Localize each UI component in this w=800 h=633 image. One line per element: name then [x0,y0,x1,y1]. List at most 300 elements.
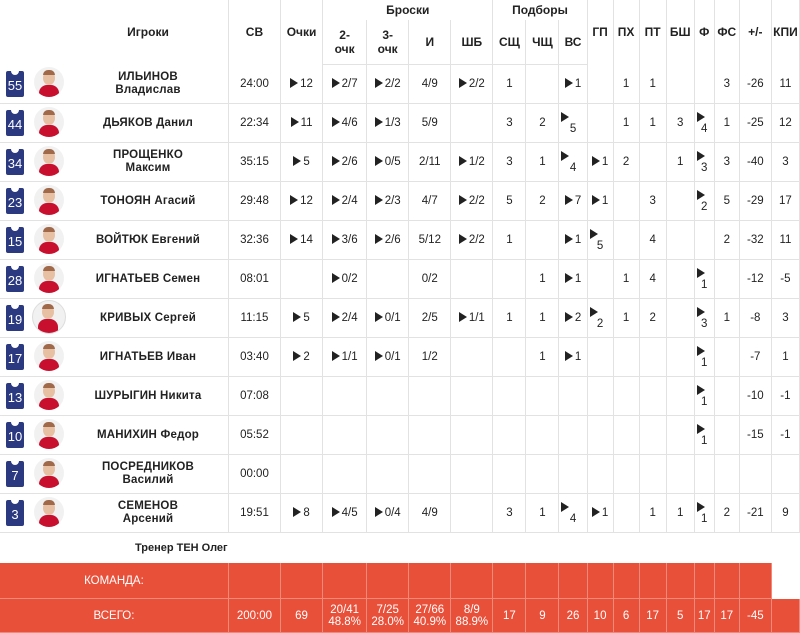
play-icon[interactable] [332,273,340,283]
name-cell [68,143,228,182]
stat-def: 3 [493,143,526,182]
play-icon[interactable] [565,273,573,283]
stat-sb: 2/2 [451,65,493,104]
play-icon[interactable] [561,502,569,512]
stat-def [493,416,526,455]
team-cell [559,563,587,599]
stat-fs: 3 [714,143,739,182]
coach-filler [323,533,800,564]
photo-cell [30,377,68,416]
stat-fs [714,377,739,416]
photo-cell [30,494,68,533]
player-name[interactable]: ДЬЯКОВ Данил [102,116,194,129]
stat-ph [613,182,639,221]
stat-pm: -25 [739,104,771,143]
play-icon[interactable] [293,507,301,517]
player-photo[interactable] [34,224,64,254]
player-row[interactable] [0,377,800,416]
stat-ft: 5/9 [409,104,451,143]
stat-fs [714,338,739,377]
play-icon[interactable] [590,307,598,317]
player-row[interactable] [0,494,800,533]
stat-pts: 5 [281,299,323,338]
team-cell [323,563,367,599]
stat-two: 3/6 [323,221,367,260]
stat-bsh: 1 [666,494,694,533]
header-shots-group: Броски [323,0,493,20]
jersey-number: 3 [6,500,24,526]
team-cell [409,563,451,599]
time-cell: 00:00 [228,455,280,494]
player-photo[interactable] [34,146,64,176]
stat-sb [451,377,493,416]
stat-ft [409,416,451,455]
team-cell [228,563,280,599]
total-sb: 8/9 88.9% [451,599,493,633]
player-photo[interactable] [34,107,64,137]
header-gp[interactable]: ГП [587,0,613,65]
play-icon[interactable] [459,234,467,244]
jersey-cell [0,143,30,182]
total-time: 200:00 [228,599,280,633]
total-pt: 17 [639,599,666,633]
total-bsh: 5 [666,599,694,633]
header-players[interactable]: Игроки [68,0,228,65]
stat-def [493,338,526,377]
time-cell: 29:48 [228,182,280,221]
photo-cell [30,260,68,299]
stat-two [323,455,367,494]
header-ph[interactable]: ПХ [613,0,639,65]
player-name[interactable]: ВОЙТЮК Евгений [95,233,201,246]
header-kpi[interactable]: КПИ [771,0,799,65]
stat-ph [613,455,639,494]
player-row[interactable] [0,338,800,377]
play-icon[interactable] [290,195,298,205]
play-icon[interactable] [293,312,301,322]
stat-all: 1 [559,338,587,377]
stat-all [559,377,587,416]
stat-sb: 1/1 [451,299,493,338]
player-photo[interactable] [34,67,64,97]
stat-ft: 2/11 [409,143,451,182]
total-three: 7/25 28.0% [367,599,409,633]
stat-pt: 1 [639,65,666,104]
stat-off: 1 [526,494,559,533]
stat-f [694,65,714,104]
stat-pt [639,338,666,377]
stat-bsh [666,338,694,377]
play-icon[interactable] [561,112,569,122]
name-cell [68,377,228,416]
player-photo[interactable] [34,458,64,488]
play-icon[interactable] [291,117,299,127]
total-fs: 17 [714,599,739,633]
time-cell: 03:40 [228,338,280,377]
name-cell [68,104,228,143]
stat-sb [451,260,493,299]
stat-pm: -21 [739,494,771,533]
stat-ph [613,494,639,533]
stat-def [493,260,526,299]
stat-f [694,221,714,260]
stat-three: 2/3 [367,182,409,221]
play-icon[interactable] [697,151,705,161]
play-icon[interactable] [290,78,298,88]
stat-bsh: 1 [666,143,694,182]
play-icon[interactable] [290,234,298,244]
stat-ft: 4/9 [409,494,451,533]
stat-two: 1/1 [323,338,367,377]
play-icon[interactable] [459,312,467,322]
stat-pts: 12 [281,182,323,221]
stat-sb [451,455,493,494]
total-f: 17 [694,599,714,633]
header-sb[interactable]: ШБ [451,20,493,65]
header-time[interactable]: СВ [228,0,280,65]
header-off[interactable]: ЧЩ [526,20,559,65]
player-name[interactable]: МАНИХИН Федор [96,428,200,441]
player-row[interactable] [0,143,800,182]
play-icon[interactable] [332,78,340,88]
play-icon[interactable] [332,234,340,244]
jersey-cell [0,221,30,260]
stat-f: 1 [694,260,714,299]
stat-pts [281,455,323,494]
jersey-number: 10 [6,422,24,448]
time-cell: 08:01 [228,260,280,299]
stat-all: 1 [559,260,587,299]
jersey-number: 28 [6,266,24,292]
stat-pm: -32 [739,221,771,260]
stat-f: 1 [694,494,714,533]
name-cell [68,260,228,299]
stat-all: 1 [559,221,587,260]
stat-off [526,455,559,494]
stat-off [526,416,559,455]
time-cell: 24:00 [228,65,280,104]
stat-off: 2 [526,104,559,143]
play-icon[interactable] [332,507,340,517]
stat-ft [409,377,451,416]
jersey-cell [0,299,30,338]
stat-pt [639,455,666,494]
player-name[interactable]: ПРОЩЕНКО Максим [113,149,183,174]
total-gp: 10 [587,599,613,633]
stat-ft: 0/2 [409,260,451,299]
stat-pt: 3 [639,182,666,221]
stat-gp: 1 [587,143,613,182]
stat-all [559,416,587,455]
header-plus-minus[interactable]: +/- [739,0,771,65]
stat-f: 1 [694,338,714,377]
jersey-number: 34 [6,149,24,175]
jersey-cell [0,377,30,416]
player-name[interactable]: ИЛЬИНОВ Владислав [115,70,181,96]
play-icon[interactable] [697,346,705,356]
player-photo[interactable] [32,300,66,334]
stat-kpi: 11 [771,65,799,104]
player-name[interactable]: КРИВЫХ Сергей [100,311,196,324]
stat-gp [587,338,613,377]
coach-cell [0,533,323,564]
stat-two: 2/7 [323,65,367,104]
total-plus-minus: -45 [739,599,771,633]
stat-fs [714,455,739,494]
team-cell [694,563,714,599]
stat-off: 1 [526,143,559,182]
stat-all: 2 [559,299,587,338]
stat-all: 4 [559,143,587,182]
photo-cell [30,416,68,455]
team-cell [714,563,739,599]
stat-kpi: 3 [771,143,799,182]
play-icon[interactable] [459,156,467,166]
header-def[interactable]: СЩ [493,20,526,65]
stat-sb [451,416,493,455]
player-row[interactable] [0,182,800,221]
stat-bsh [666,182,694,221]
total-points: 69 [281,599,323,633]
stat-ft: 2/5 [409,299,451,338]
stat-bsh [666,65,694,104]
play-icon[interactable] [561,151,569,161]
play-icon[interactable] [697,307,705,317]
stat-fs: 5 [714,182,739,221]
team-cell [613,563,639,599]
stat-three: 2/6 [367,221,409,260]
stat-off [526,221,559,260]
stat-two: 2/6 [323,143,367,182]
player-row[interactable] [0,299,800,338]
stat-ph: 1 [613,65,639,104]
total-def: 17 [493,599,526,633]
play-icon[interactable] [375,312,383,322]
play-icon[interactable] [697,385,705,395]
jersey-cell [0,416,30,455]
stat-two: 2/4 [323,299,367,338]
name-cell [68,221,228,260]
stat-pts [281,260,323,299]
player-name[interactable]: СЕМЕНОВ Арсений [117,500,179,525]
play-icon[interactable] [332,117,340,127]
play-icon[interactable] [375,78,383,88]
stat-kpi: 12 [771,104,799,143]
stat-pm: -10 [739,377,771,416]
stat-pm: -29 [739,182,771,221]
player-name[interactable]: ШУРЫГИН Никита [94,389,202,402]
stat-kpi: 9 [771,494,799,533]
stat-three [367,377,409,416]
stat-pm [739,455,771,494]
name-cell [68,299,228,338]
jersey-number: 19 [6,305,24,331]
play-icon[interactable] [565,234,573,244]
player-name[interactable]: ПОСРЕДНИКОВ Василий [101,461,195,486]
play-icon[interactable] [697,424,705,434]
stat-off [526,377,559,416]
total-two: 20/41 48.8% [323,599,367,633]
stat-pt: 4 [639,221,666,260]
stat-def: 3 [493,104,526,143]
stat-pts: 12 [281,65,323,104]
play-icon[interactable] [697,502,705,512]
stat-bsh [666,221,694,260]
jersey-cell [0,338,30,377]
stat-three: 2/2 [367,65,409,104]
header-pt[interactable]: ПТ [639,0,666,65]
player-row[interactable] [0,260,800,299]
header-num [0,0,30,65]
play-icon[interactable] [375,351,383,361]
header-f[interactable]: Ф [694,0,714,65]
header-ft[interactable]: И [409,20,451,65]
player-row[interactable] [0,65,800,104]
stat-pm: -8 [739,299,771,338]
player-photo[interactable] [34,185,64,215]
stat-all [559,455,587,494]
stat-bsh [666,377,694,416]
stat-fs [714,416,739,455]
stat-def: 1 [493,65,526,104]
stat-ph [613,377,639,416]
play-icon[interactable] [332,156,340,166]
player-row[interactable] [0,104,800,143]
stat-two [323,377,367,416]
jersey-cell [0,104,30,143]
stat-three: 0/5 [367,143,409,182]
play-icon[interactable] [592,507,600,517]
play-icon[interactable] [375,156,383,166]
time-cell: 07:08 [228,377,280,416]
header-photo [30,0,68,65]
player-row[interactable] [0,221,800,260]
play-icon[interactable] [592,195,600,205]
play-icon[interactable] [565,351,573,361]
name-cell [68,494,228,533]
team-cell [367,563,409,599]
play-icon[interactable] [565,312,573,322]
play-icon[interactable] [375,234,383,244]
play-icon[interactable] [565,78,573,88]
stat-fs: 2 [714,494,739,533]
player-photo[interactable] [34,497,64,527]
play-icon[interactable] [332,195,340,205]
team-cell [526,563,559,599]
play-icon[interactable] [293,156,301,166]
stat-ph [613,221,639,260]
jersey-number: 7 [6,461,24,487]
player-row[interactable] [0,416,800,455]
play-icon[interactable] [592,156,600,166]
stat-sb: 1/2 [451,143,493,182]
stat-def: 3 [493,494,526,533]
play-icon[interactable] [375,195,383,205]
player-name[interactable]: ТОНОЯН Агасий [100,194,196,207]
play-icon[interactable] [459,195,467,205]
stat-pt: 2 [639,299,666,338]
play-icon[interactable] [375,117,383,127]
player-row[interactable] [0,455,800,494]
stat-bsh [666,299,694,338]
stat-gp [587,104,613,143]
stat-sb [451,104,493,143]
stat-fs: 1 [714,104,739,143]
player-name[interactable]: ИГНАТЬЕВ Иван [99,350,197,363]
total-off: 9 [526,599,559,633]
stat-all: 1 [559,65,587,104]
play-icon[interactable] [332,312,340,322]
stat-f [694,455,714,494]
stat-gp: 5 [587,221,613,260]
play-icon[interactable] [293,351,301,361]
coach-name[interactable]: Тренер ТЕН Олег [134,542,228,554]
play-icon[interactable] [590,229,598,239]
player-photo[interactable] [34,419,64,449]
stat-pm: -12 [739,260,771,299]
photo-cell [30,104,68,143]
stat-three: 0/1 [367,299,409,338]
header-bsh[interactable]: БШ [666,0,694,65]
stat-three: 0/1 [367,338,409,377]
play-icon[interactable] [459,78,467,88]
play-icon[interactable] [375,507,383,517]
jersey-cell [0,65,30,104]
play-icon[interactable] [332,351,340,361]
jersey-number: 15 [6,227,24,253]
stat-fs [714,260,739,299]
time-cell: 32:36 [228,221,280,260]
player-photo[interactable] [34,341,64,371]
stat-kpi: -1 [771,377,799,416]
play-icon[interactable] [697,268,705,278]
stat-all: 7 [559,182,587,221]
jersey-cell [0,455,30,494]
time-cell: 05:52 [228,416,280,455]
team-cell [281,563,323,599]
jersey-cell [0,182,30,221]
header-two[interactable]: 2-очк [323,20,367,65]
stat-pts: 8 [281,494,323,533]
header-fs[interactable]: ФС [714,0,739,65]
time-cell: 11:15 [228,299,280,338]
stat-kpi: 17 [771,182,799,221]
stat-gp [587,260,613,299]
stat-two: 2/4 [323,182,367,221]
header-points[interactable]: Очки [281,0,323,65]
player-photo[interactable] [34,263,64,293]
play-icon[interactable] [565,195,573,205]
photo-cell [30,455,68,494]
jersey-number: 55 [6,71,24,97]
header-three[interactable]: 3-очк [367,20,409,65]
name-cell [68,455,228,494]
play-icon[interactable] [697,190,705,200]
stat-ph: 1 [613,260,639,299]
jersey-number: 13 [6,383,24,409]
play-icon[interactable] [697,112,705,122]
player-name[interactable]: ИГНАТЬЕВ Семен [95,272,201,285]
total-ft: 27/66 40.9% [409,599,451,633]
stat-pts: 11 [281,104,323,143]
player-photo[interactable] [34,380,64,410]
name-cell [68,65,228,104]
stat-ph: 2 [613,143,639,182]
header-rebounds-group: Подборы [493,0,587,20]
header-all[interactable]: ВС [559,20,587,65]
stat-bsh: 3 [666,104,694,143]
jersey-cell [0,494,30,533]
